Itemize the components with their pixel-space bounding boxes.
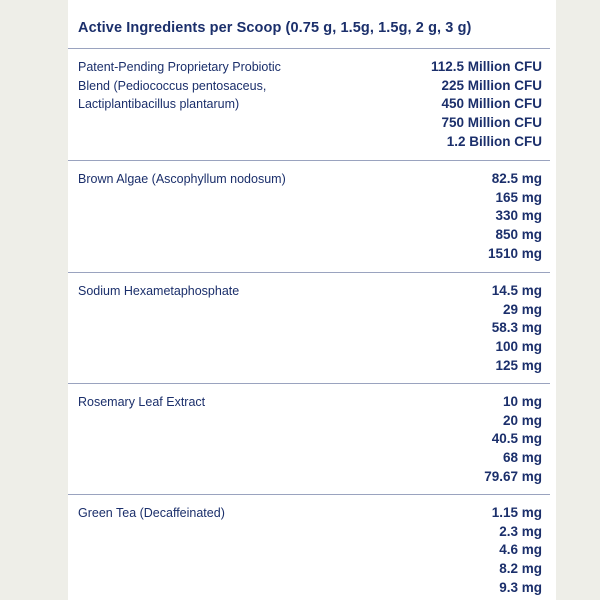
divider — [68, 272, 550, 273]
amount-value: 79.67 mg — [484, 468, 542, 484]
ingredient-row — [68, 170, 550, 270]
amount-value: 1510 mg — [487, 245, 542, 261]
amount-value: 100 mg — [495, 339, 542, 355]
amount-list — [431, 58, 542, 152]
amount-list — [492, 504, 542, 598]
amount-list — [492, 282, 542, 376]
divider — [68, 494, 550, 495]
ingredient-row — [68, 393, 550, 493]
amount-value: 20 mg — [502, 412, 542, 428]
amount-value: 40.5 mg — [491, 431, 542, 447]
divider — [68, 48, 550, 49]
amount-value: 225 Million CFU — [441, 77, 542, 93]
amount-value: 125 mg — [495, 357, 542, 373]
amount-value: 1.15 mg — [491, 505, 542, 520]
amount-value: 68 mg — [502, 450, 542, 466]
amount-value: 112.5 Million CFU — [430, 59, 542, 74]
ingredient-name: Brown Algae (Ascophyllum nodosum) — [78, 172, 286, 186]
amount-value: 9.3 mg — [499, 579, 542, 595]
ingredient-row — [68, 58, 550, 158]
amount-value: 82.5 mg — [491, 171, 542, 186]
ingredients-panel — [68, 0, 556, 600]
amount-value: 750 Million CFU — [441, 115, 542, 131]
panel-title: Active Ingredients per Scoop (0.75 g, 1.5g, 1.5g, 2 g, 3 g) — [78, 20, 472, 36]
amount-list — [484, 393, 542, 487]
ingredient-row — [68, 504, 550, 600]
ingredient-name: Patent-Pending Proprietary Probiotic Blend (Pediococcus pentosaceus, Lactiplantibacillus plantarum) — [78, 60, 281, 111]
amount-value: 450 Million CFU — [441, 96, 542, 112]
ingredient-row — [68, 282, 550, 382]
amount-value: 850 mg — [495, 227, 542, 243]
amount-value: 2.3 mg — [499, 523, 542, 539]
amount-value: 10 mg — [502, 394, 542, 409]
amount-value: 29 mg — [502, 301, 542, 317]
amount-value: 1.2 Billion CFU — [446, 133, 542, 149]
amount-value: 14.5 mg — [491, 283, 542, 298]
amount-list — [488, 170, 542, 264]
divider — [68, 160, 550, 161]
ingredient-name: Green Tea (Decaffeinated) — [78, 506, 225, 520]
ingredient-name: Rosemary Leaf Extract — [78, 395, 206, 409]
amount-value: 4.6 mg — [499, 542, 542, 558]
amount-value: 165 mg — [495, 189, 542, 205]
amount-value: 8.2 mg — [499, 561, 542, 577]
divider — [68, 383, 550, 384]
ingredient-name: Sodium Hexametaphosphate — [78, 284, 240, 298]
amount-value: 330 mg — [495, 208, 542, 224]
amount-value: 58.3 mg — [491, 320, 542, 336]
